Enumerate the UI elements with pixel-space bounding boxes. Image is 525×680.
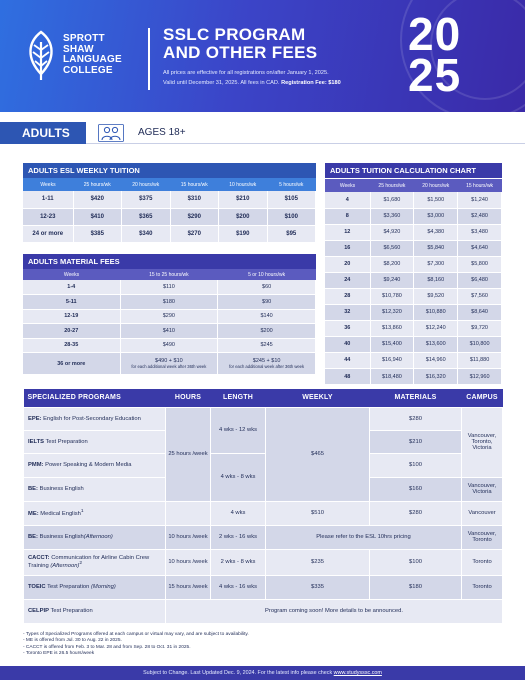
table-cell: $420 <box>73 191 122 208</box>
column-header: CAMPUS <box>462 389 503 407</box>
table-row <box>24 525 503 549</box>
table-cell: $3,480 <box>458 224 502 240</box>
table-cell: 1-11 <box>23 191 73 208</box>
table-cell: $200 <box>218 324 316 339</box>
table-row <box>325 352 502 368</box>
campus-cell: Toronto <box>462 549 503 575</box>
table-cell: $9,240 <box>370 272 414 288</box>
program-ielts <box>24 430 166 453</box>
column-header: 5 or 10 hours/wk <box>218 269 316 280</box>
table-cell: $210 <box>219 191 268 208</box>
program-code: TOEIC <box>28 584 46 590</box>
hours-cell: 15 hours /week <box>166 575 211 599</box>
column-header: 25 hours/wk <box>370 179 414 192</box>
program-name: English for Post-Secondary Education <box>43 415 141 422</box>
table-cell: 12-23 <box>23 208 73 225</box>
table-cell: $10,800 <box>458 336 502 352</box>
material-fees-table <box>23 269 316 375</box>
table-cell: 36 or more <box>23 353 120 375</box>
program-code: EPE: <box>28 415 42 422</box>
table-cell: $200 <box>219 208 268 225</box>
logo-line: SHAW <box>63 43 94 55</box>
hours-cell <box>166 501 211 525</box>
table-row <box>24 501 503 525</box>
program-name: Test Preparation <box>50 608 93 614</box>
table-cell: 5-11 <box>23 295 120 310</box>
table-cell: $1,240 <box>458 192 502 208</box>
table-cell: $9,520 <box>414 288 458 304</box>
materials-cell: $210 <box>370 430 462 453</box>
table-cell: $190 <box>219 225 268 242</box>
program-name: Business English <box>39 534 84 540</box>
column-header: Weeks <box>23 269 120 280</box>
table-cell: $6,560 <box>370 240 414 256</box>
table-row <box>325 192 502 208</box>
table-cell <box>120 353 218 375</box>
table-cell: 28-35 <box>23 338 120 353</box>
footnote: - Toronto EPE is 26.5 hours/week <box>23 651 95 657</box>
table-cell: 20-27 <box>23 324 120 339</box>
column-header: 20 hours/wk <box>414 179 458 192</box>
table-header-row <box>24 389 503 407</box>
table-cell: $6,480 <box>458 272 502 288</box>
table-row <box>23 295 316 310</box>
header-banner <box>0 0 525 112</box>
materials-cell: $100 <box>370 549 462 575</box>
column-header: MATERIALS <box>370 389 462 407</box>
table-cell: $270 <box>170 225 219 242</box>
table-cell: $2,480 <box>458 208 502 224</box>
program-epe <box>24 407 166 430</box>
note-line-2 <box>163 78 341 88</box>
footer-text: Subject to Change. Last Updated Dec. 9, 2024. For the latest info please check <box>143 670 333 676</box>
table-cell: $7,300 <box>414 256 458 272</box>
materials-cell: $280 <box>370 407 462 430</box>
table-cell: $95 <box>267 225 316 242</box>
table-row <box>23 324 316 339</box>
table-cell: $290 <box>170 208 219 225</box>
column-header: LENGTH <box>211 389 266 407</box>
fee-note: for each additional week after 36th week <box>131 364 207 369</box>
table-cell: $365 <box>122 208 171 225</box>
fee-note: for each additional week after 36th week <box>229 364 305 369</box>
people-icon <box>98 124 124 142</box>
program-time: (Afternoon) <box>83 534 113 540</box>
table-cell: $13,600 <box>414 336 458 352</box>
table-cell: $16,320 <box>414 369 458 385</box>
table-cell: 16 <box>325 240 370 256</box>
table-cell: $310 <box>170 191 219 208</box>
program-code: IELTS <box>28 438 44 445</box>
weekly-cell: $235 <box>266 549 370 575</box>
table-cell: $13,860 <box>370 320 414 336</box>
footer <box>0 666 525 680</box>
program-name: Communication for Airline Cabin Crew Training <box>28 555 150 569</box>
table-row <box>325 240 502 256</box>
registration-fee: Registration Fee: $180 <box>281 80 341 86</box>
hours-cell: 10 hours /week <box>166 549 211 575</box>
table-cell: $490 <box>120 338 218 353</box>
program-code: BE: <box>28 534 38 540</box>
year-display <box>408 8 518 101</box>
table-cell: $5,800 <box>458 256 502 272</box>
specialized-programs-table <box>23 389 503 624</box>
column-header: HOURS <box>166 389 211 407</box>
table-row <box>24 599 503 623</box>
logo-line: SPROTT <box>63 33 105 44</box>
campus-cell: Vancouver, Toronto, Victoria <box>462 407 503 477</box>
table-cell: $4,640 <box>458 240 502 256</box>
hours-cell: 25 hours /week <box>166 407 211 501</box>
weekly-cell: $510 <box>266 501 370 525</box>
table-cell: 12-19 <box>23 309 120 324</box>
table-cell: $340 <box>122 225 171 242</box>
table-cell: $105 <box>267 191 316 208</box>
table-cell: $1,680 <box>370 192 414 208</box>
program-be-afternoon <box>24 525 166 549</box>
program-name: Test Preparation <box>45 438 88 445</box>
table-cell: $16,940 <box>370 352 414 368</box>
table-cell: $4,380 <box>414 224 458 240</box>
table-cell: $10,880 <box>414 304 458 320</box>
page-title <box>163 26 317 62</box>
table-row <box>325 208 502 224</box>
footnotes <box>23 632 503 658</box>
table-row <box>325 224 502 240</box>
table-row <box>325 369 502 385</box>
table-cell: $8,200 <box>370 256 414 272</box>
length-cell: 4 wks - 12 wks <box>211 407 266 453</box>
leaf-logo-icon <box>24 30 58 82</box>
pricing-reference: Please refer to the ESL 10hrs pricing <box>266 525 462 549</box>
note-line-1: All prices are effective for all registrations on/after January 1, 2025. <box>163 70 329 76</box>
program-code: PMM: <box>28 462 44 468</box>
age-range: AGES 18+ <box>138 127 186 138</box>
program-time: (Morning) <box>90 584 116 590</box>
esl-tuition-title: ADULTS ESL WEEKLY TUITION <box>23 163 316 178</box>
column-header: 15 hours/wk <box>170 178 219 191</box>
length-cell: 2 wks - 8 wks <box>211 549 266 575</box>
table-cell: 40 <box>325 336 370 352</box>
table-cell: 36 <box>325 320 370 336</box>
table-row <box>23 353 316 375</box>
column-header: Weeks <box>23 178 73 191</box>
table-header-row <box>23 269 316 280</box>
table-cell: $90 <box>218 295 316 310</box>
table-cell: $140 <box>218 309 316 324</box>
table-cell: $12,240 <box>414 320 458 336</box>
table-cell: $7,560 <box>458 288 502 304</box>
table-cell: 20 <box>325 256 370 272</box>
website-link[interactable]: www.studysssc.com <box>333 670 382 676</box>
program-be <box>24 477 166 501</box>
fee-main: $245 + $10 <box>252 358 281 364</box>
table-cell: $12,320 <box>370 304 414 320</box>
table-cell: $375 <box>122 191 171 208</box>
footnote-marker: 1 <box>80 509 84 515</box>
logo-line: LANGUAGE <box>63 54 122 65</box>
table-cell: $18,480 <box>370 369 414 385</box>
table-cell: 24 <box>325 272 370 288</box>
table-cell: $1,500 <box>414 192 458 208</box>
college-name <box>63 34 122 76</box>
campus-cell: Vancouver <box>462 501 503 525</box>
length-cell: 4 wks <box>211 501 266 525</box>
table-header-row <box>325 179 502 192</box>
column-header: SPECIALIZED PROGRAMS <box>24 389 166 407</box>
fee-main: $490 + $10 <box>155 358 183 364</box>
table-cell: $11,880 <box>458 352 502 368</box>
table-cell: $9,720 <box>458 320 502 336</box>
campus-cell: Toronto <box>462 575 503 599</box>
adults-section-bar <box>0 122 525 144</box>
table-cell: 4 <box>325 192 370 208</box>
program-name: Test Preparation <box>47 584 90 590</box>
weekly-cell: $465 <box>266 407 370 501</box>
length-cell: 4 wks - 16 wks <box>211 575 266 599</box>
table-cell: $60 <box>218 280 316 295</box>
program-code: CACCT: <box>28 555 50 562</box>
column-header: 15 hours/wk <box>458 179 502 192</box>
program-celpip <box>24 599 166 623</box>
column-header: 10 hours/wk <box>219 178 268 191</box>
table-row <box>23 338 316 353</box>
table-cell <box>218 353 316 375</box>
table-row <box>325 256 502 272</box>
materials-cell: $280 <box>370 501 462 525</box>
coming-soon-note: Program coming soon! More details to be announced. <box>166 599 503 623</box>
table-row <box>24 575 503 599</box>
header-divider <box>148 28 150 90</box>
table-cell: 12 <box>325 224 370 240</box>
column-header: 25 hours/wk <box>73 178 122 191</box>
program-cacct <box>24 549 166 575</box>
table-header-row <box>23 178 316 191</box>
column-header: 5 hours/wk <box>267 178 316 191</box>
adults-label: ADULTS <box>0 122 86 144</box>
table-cell: $245 <box>218 338 316 353</box>
year-top: 20 <box>408 8 462 60</box>
table-row <box>23 225 316 242</box>
table-cell: $290 <box>120 309 218 324</box>
table-cell: 1-4 <box>23 280 120 295</box>
table-cell: $3,000 <box>414 208 458 224</box>
table-cell: $385 <box>73 225 122 242</box>
footnote-marker: 2 <box>79 561 83 567</box>
table-cell: $180 <box>120 295 218 310</box>
footnote: - ME is offered from Jul. 30 to Aug. 22 in 2025. <box>23 638 122 644</box>
column-header: 20 hours/wk <box>122 178 171 191</box>
esl-tuition-table <box>23 178 316 243</box>
material-fees-title: ADULTS MATERIAL FEES <box>23 254 316 269</box>
program-name: Medical English <box>40 510 81 517</box>
year-bottom: 25 <box>408 49 462 101</box>
table-cell: $410 <box>120 324 218 339</box>
table-cell: 24 or more <box>23 225 73 242</box>
table-row <box>23 208 316 225</box>
table-cell: $8,160 <box>414 272 458 288</box>
program-name: Business English <box>39 486 84 492</box>
footnote: - Types of Specialized Programs offered at each campus or virtual may vary, and are subject to availability. <box>23 632 249 637</box>
title-line-1: SSLC PROGRAM <box>163 25 306 44</box>
table-row <box>24 453 503 477</box>
length-cell: 4 wks - 8 wks <box>211 453 266 501</box>
table-row <box>24 407 503 430</box>
materials-cell: $160 <box>370 477 462 501</box>
length-cell: 2 wks - 16 wks <box>211 525 266 549</box>
table-cell: $100 <box>267 208 316 225</box>
materials-cell: $100 <box>370 453 462 477</box>
table-row <box>24 549 503 575</box>
program-name: Power Speaking & Modern Media <box>45 462 132 468</box>
table-cell: $10,780 <box>370 288 414 304</box>
column-header: Weeks <box>325 179 370 192</box>
column-header: 15 to 25 hours/wk <box>120 269 218 280</box>
table-row <box>23 309 316 324</box>
table-cell: $14,960 <box>414 352 458 368</box>
table-cell: $15,400 <box>370 336 414 352</box>
footnote: - CACCT is offered from Feb. 3 to Mar. 28 and from Sep. 28 to Oct. 31 in 2025. <box>23 644 191 650</box>
table-cell: $110 <box>120 280 218 295</box>
program-code: ME: <box>28 510 39 517</box>
table-row <box>325 304 502 320</box>
weekly-cell: $335 <box>266 575 370 599</box>
table-cell: $4,920 <box>370 224 414 240</box>
table-cell: 44 <box>325 352 370 368</box>
table-cell: 8 <box>325 208 370 224</box>
table-cell: $8,640 <box>458 304 502 320</box>
campus-cell: Vancouver, Toronto <box>462 525 503 549</box>
program-code: BE: <box>28 486 38 492</box>
calculation-chart-title: ADULTS TUITION CALCULATION CHART <box>325 163 502 178</box>
program-toeic <box>24 575 166 599</box>
table-cell: $12,960 <box>458 369 502 385</box>
materials-cell: $180 <box>370 575 462 599</box>
program-me <box>24 501 166 525</box>
title-line-2: AND OTHER FEES <box>163 43 318 62</box>
note-validity: Valid until December 31, 2025. All fees in CAD. <box>163 80 280 86</box>
table-cell: 48 <box>325 369 370 385</box>
table-row <box>23 191 316 208</box>
program-code: CELPIP <box>28 608 49 614</box>
table-row <box>325 272 502 288</box>
table-cell: $3,360 <box>370 208 414 224</box>
table-row <box>325 320 502 336</box>
campus-cell: Vancouver, Victoria <box>462 477 503 501</box>
calculation-chart-table <box>325 179 502 385</box>
logo-line: COLLEGE <box>63 64 113 76</box>
header-note <box>163 68 341 88</box>
table-row <box>23 280 316 295</box>
table-row <box>325 288 502 304</box>
column-header: WEEKLY <box>266 389 370 407</box>
table-row <box>325 336 502 352</box>
table-cell: $410 <box>73 208 122 225</box>
hours-cell: 10 hours /week <box>166 525 211 549</box>
program-time: (Afternoon) <box>50 562 80 569</box>
table-cell: 32 <box>325 304 370 320</box>
table-cell: $5,840 <box>414 240 458 256</box>
table-cell: 28 <box>325 288 370 304</box>
program-pmm <box>24 453 166 477</box>
